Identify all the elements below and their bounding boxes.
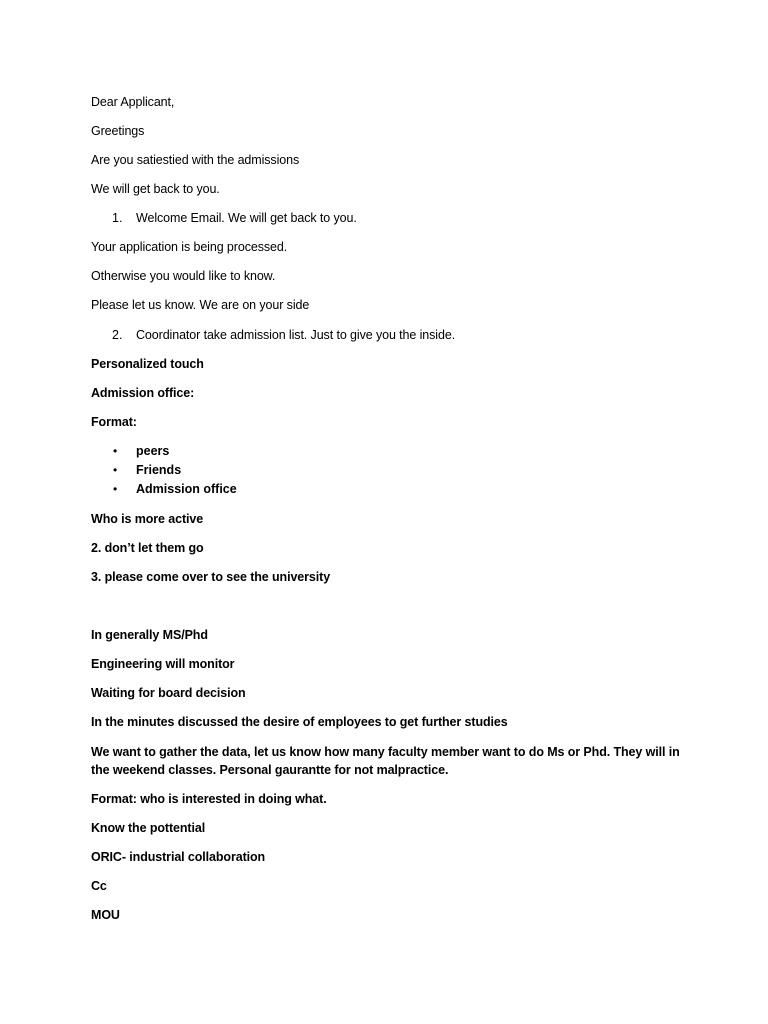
mou-line: MOU xyxy=(91,908,120,922)
minutes-line: In the minutes discussed the desire of employees to get further studies xyxy=(91,715,508,729)
engineering-line: Engineering will monitor xyxy=(91,657,235,671)
board-line: Waiting for board decision xyxy=(91,686,246,700)
cc-line: Cc xyxy=(91,879,107,893)
format-who-line: Format: who is interested in doing what. xyxy=(91,792,327,806)
otherwise-line: Otherwise you would like to know. xyxy=(91,269,276,283)
active-line: Who is more active xyxy=(91,512,204,526)
come-over-line: 3. please come over to see the university xyxy=(91,570,331,584)
format-heading: Format: xyxy=(91,415,137,429)
potential-line: Know the pottential xyxy=(91,821,206,835)
side-line: Please let us know. We are on your side xyxy=(91,298,310,312)
list-item-1-text: Welcome Email. We will get back to you. xyxy=(136,211,357,225)
dont-let-go-line: 2. don’t let them go xyxy=(91,541,204,555)
bullet-item-friends: Friends xyxy=(136,463,182,477)
bullet-item-peers: peers xyxy=(136,444,170,458)
salutation: Dear Applicant, xyxy=(91,95,175,109)
bullet-item-admission-office: Admission office xyxy=(136,482,237,496)
list-item-2-number: 2. xyxy=(112,328,123,342)
bullet-icon: • xyxy=(113,463,118,477)
admission-office-heading: Admission office: xyxy=(91,386,195,400)
question-line: Are you satiestied with the admissions xyxy=(91,153,300,167)
processing-line: Your application is being processed. xyxy=(91,240,288,254)
greeting: Greetings xyxy=(91,124,145,138)
bullet-icon: • xyxy=(113,482,118,496)
ms-phd-line: In generally MS/Phd xyxy=(91,628,208,642)
list-item-1-number: 1. xyxy=(112,211,123,225)
personalized-heading: Personalized touch xyxy=(91,357,204,371)
gather-paragraph: We want to gather the data, let us know how many faculty member want to do Ms or Phd. They will in the weekend classes. Personal gaurantte for not malpractice. xyxy=(91,745,680,777)
reply-line: We will get back to you. xyxy=(91,182,220,196)
oric-line: ORIC- industrial collaboration xyxy=(91,850,266,864)
bullet-icon: • xyxy=(113,444,118,458)
list-item-2-text: Coordinator take admission list. Just to give you the inside. xyxy=(136,328,456,342)
